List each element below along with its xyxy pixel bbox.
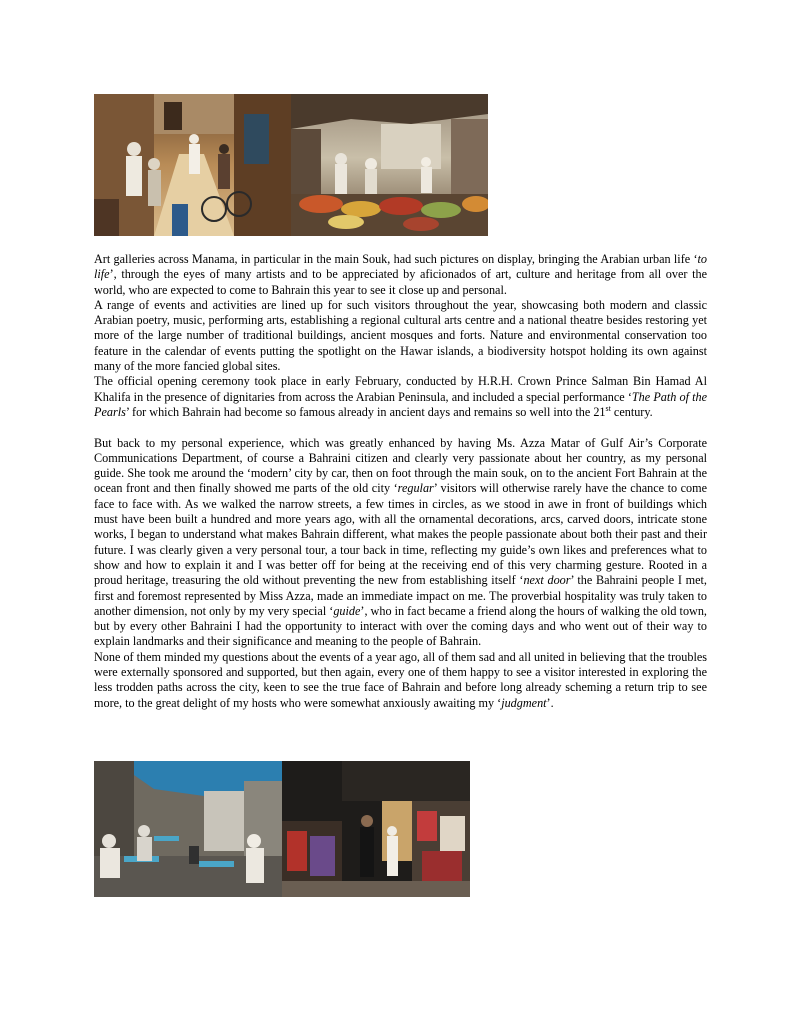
text-run: None of them minded my questions about the events of a year ago, all of them sad and all united in believing that the troubles were externally sponsored and supported, but then again, every one of them happy to see a visitor interested in exploring the less trodden paths across the city, keen to see the true face of Bahrain and before long already scheming a return trip to see more, to the great delight of my hosts who were somewhat anxiously awaiting my ‘ xyxy=(94,649,707,710)
text-run: Art galleries across Manama, in particular in the main Souk, had such pictures on display, bringing the Arabian urban life ‘ xyxy=(94,252,698,266)
text-run: ’, through the eyes of many artists and to be appreciated by aficionados of art, culture and heritage from all over the world, who are expected to come to Bahrain this year to see it close up and personal. xyxy=(94,267,707,297)
paragraph-1 xyxy=(94,252,707,298)
bottom-image-strip xyxy=(94,761,470,897)
paragraph-2: A range of events and activities are lined up for such visitors throughout the year, showcasing both modern and classic Arabian poetry, music, performing arts, establishing a regional cultural arts centre and a national theatre besides restoring yet more of the large number of traditional buildings, ancient mosques and forts. Nature and environmental conservation too feature in the calendar of events putting the spotlight on the Hawar islands, a biodiversity hotspot holding its own against many of the more fancied global sites. xyxy=(94,297,707,374)
italic-phrase: judgment xyxy=(501,695,547,710)
souk-street-painting xyxy=(94,94,291,236)
text-run: The official opening ceremony took place in early February, conducted by H.R.H. Crown Prince Salman Bin Hamad Al Khalifa in the presence of dignitaries from across the Arabian Peninsula, and included a special performance ‘ xyxy=(94,374,707,404)
paragraph-4 xyxy=(94,436,707,650)
ordinal-suffix: st xyxy=(605,403,611,413)
italic-phrase: guide xyxy=(333,603,361,618)
text-run: ’. xyxy=(546,695,554,710)
text-run: ’ visitors will otherwise rarely have the chance to come face to face with. As we walked the narrow streets, a few times in circles, as we stood in awe in front of buildings which must have been built a hundred and more years ago, with all the ornamental decorations, arcs, carved doors, intricate stone works, I began to understand what makes Bahrain different, what makes the people passionate about both their past and their future. I was clearly given a very personal tour, a tour back in time, reflecting my guide’s own likes and preferences what to show and how to explain it and I was better off for being at the receiving end of this very charming gesture. Rooted in a proud heritage, treasuring the old without preventing the new from establishing itself ‘ xyxy=(94,481,707,588)
text-run: ’ the Bahraini people I met, first and foremost represented by Miss Azza, made an immediate impact on me. The proverbial hospitality was truly taken to another dimension, not only by my very special ‘ xyxy=(94,573,707,618)
top-image-strip xyxy=(94,94,488,236)
paragraph-3 xyxy=(94,374,707,420)
text-run: ’ for which Bahrain had become so famous already in ancient days and remains so well into the 21 xyxy=(125,404,606,419)
italic-phrase: regular xyxy=(397,481,434,496)
text-run: But back to my personal experience, which was greatly enhanced by having Ms. Azza Matar of Gulf Air’s Corporate Communications Department, of course a Bahraini citizen and clearly very passionate about her country, as my personal guide. She took me around the ‘modern’ city by car, then on foot through the main souk, on to the ancient Fort Bahrain at the ocean front and then finally showed me parts of the old city ‘ xyxy=(94,435,707,496)
italic-phrase: to life xyxy=(94,252,707,282)
text-run: century. xyxy=(610,404,653,419)
article-body xyxy=(94,252,707,711)
italic-title: The Path of the Pearls xyxy=(94,389,707,419)
italic-phrase: next door xyxy=(523,573,571,588)
old-souk-cafe-photo xyxy=(94,761,282,897)
souk-shop-photo xyxy=(282,761,470,897)
text-run: ’, who in fact became a friend along the hours of walking the old town, but by every other Bahraini I had the opportunity to interact with over the coming days and who went out of their way to explain landmarks and their significance and meaning to the people of Bahrain. xyxy=(94,603,707,649)
paragraph-5 xyxy=(94,650,707,711)
souk-market-stall-painting xyxy=(291,94,488,236)
